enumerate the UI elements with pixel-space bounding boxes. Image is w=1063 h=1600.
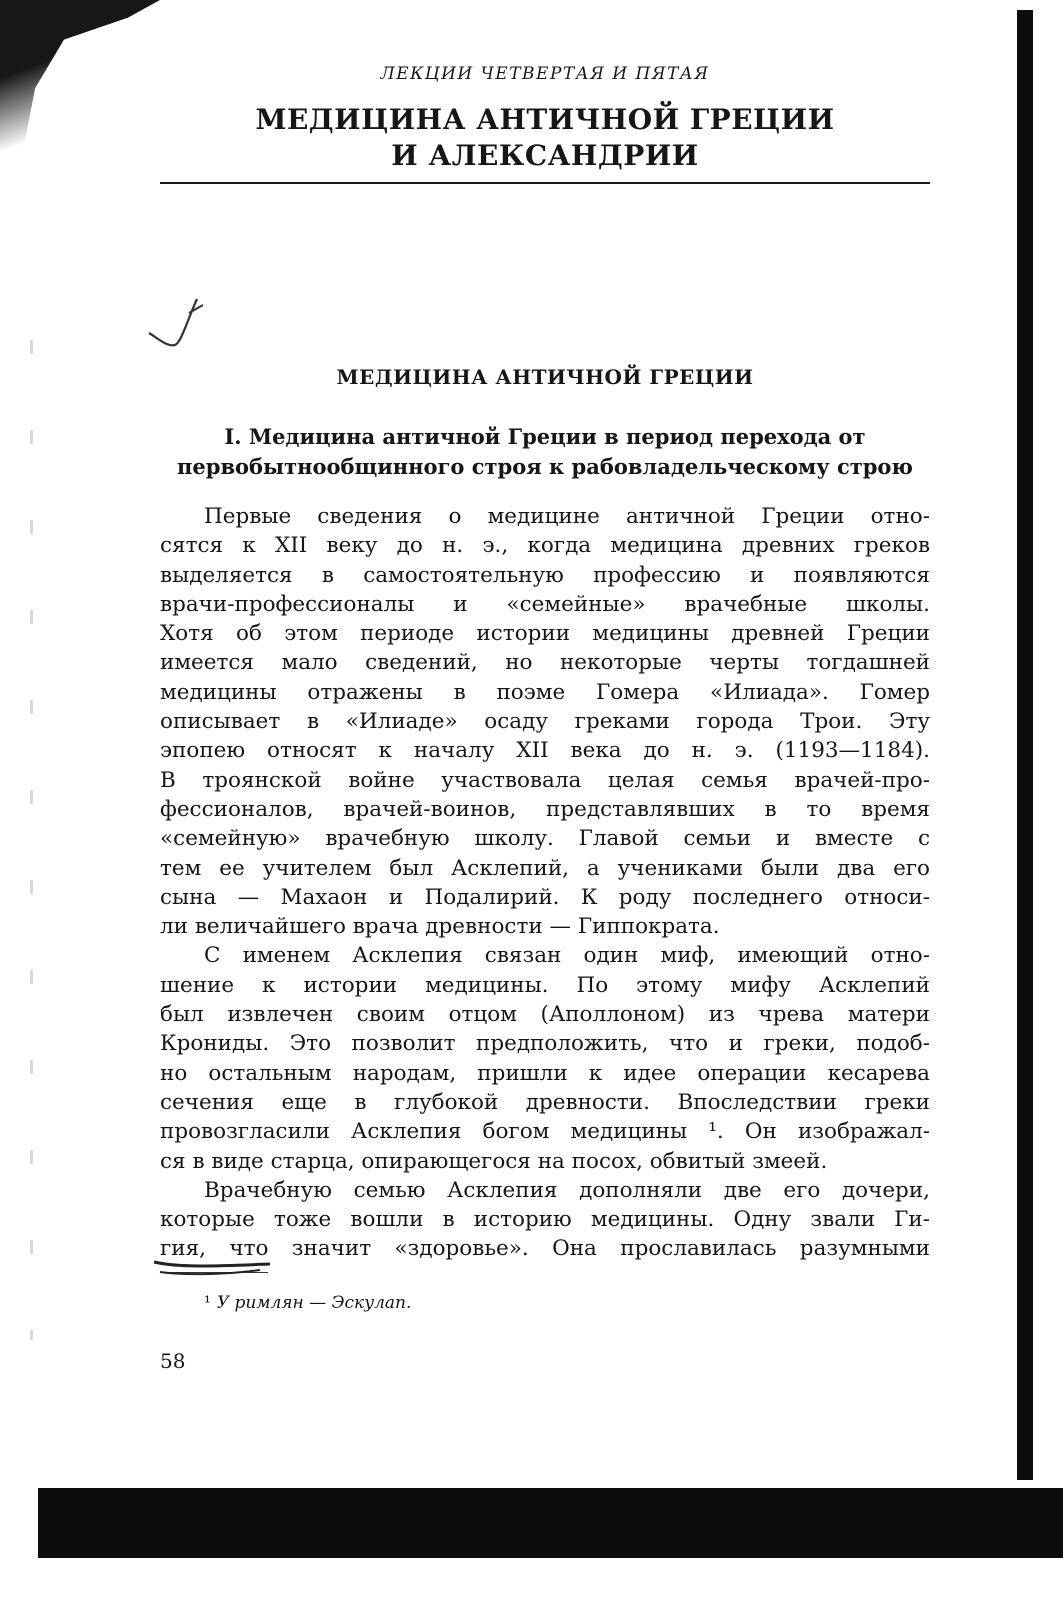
footnote-text: У римлян — Эскулап. <box>216 1292 412 1313</box>
chapter-title-line: И АЛЕКСАНДРИИ <box>391 139 699 172</box>
subsection-heading <box>160 422 930 482</box>
text-line: описывает в «Илиаде» осаду греками города Трои. Эту <box>160 709 930 735</box>
text-line: врачи-профессионалы и «семейные» врачебные школы. <box>160 591 930 617</box>
chapter-title <box>160 102 930 174</box>
text-line: имеется мало сведений, но некоторые черты тогдашней <box>160 650 930 676</box>
text-line: фессионалов, врачей-воинов, представлявших в то время <box>160 796 930 822</box>
text-line: Крониды. Это позволит предположить, что и греки, подоб- <box>160 1031 930 1057</box>
paragraph <box>160 502 930 941</box>
handwritten-underline-mark <box>150 1240 290 1280</box>
scan-specks-left-margin <box>30 340 33 1340</box>
text-line: В троянской войне участвовала целая семья врачей-про- <box>160 767 930 793</box>
scan-shadow-bottom-edge <box>38 1488 1063 1558</box>
text-line: Хотя об этом периоде истории медицины древней Греции <box>160 621 930 647</box>
text-line: гия, что значит «здоровье». Она прославилась разумными <box>160 1236 930 1262</box>
text-line: медицины отражены в поэме Гомера «Илиада». Гомер <box>160 679 930 705</box>
text-line: шение к истории медицины. По этому мифу Асклепий <box>160 972 930 998</box>
paragraph <box>160 941 930 1175</box>
subsection-heading-line: I. Медицина античной Греции в период перехода от <box>224 424 866 449</box>
text-line: выделяется в самостоятельную профессию и появляются <box>160 562 930 588</box>
text-line: «семейную» врачебную школу. Главой семьи и вместе с <box>160 826 930 852</box>
footnote <box>160 1291 930 1315</box>
text-line: был извлечен своим отцом (Аполлоном) из чрева матери <box>160 1002 930 1028</box>
text-line: которые тоже вошли в историю медицины. Одну звали Ги- <box>160 1207 930 1233</box>
subsection-heading-line: первобытнообщинного строя к рабовладельческому строю <box>177 454 913 479</box>
section-heading: МЕДИЦИНА АНТИЧНОЙ ГРЕЦИИ <box>336 365 754 389</box>
text-line: Первые сведения о медицине античной Греции отно- <box>204 504 930 529</box>
text-line: сына — Махаон и Подалирий. К роду последнего относи- <box>160 884 930 910</box>
title-divider <box>160 182 930 184</box>
body-text <box>160 502 930 1264</box>
text-line: сятся к XII веку до н. э., когда медицина древних греков <box>160 533 930 559</box>
text-line: сечения еще в глубокой древности. Впоследствии греки <box>160 1089 930 1115</box>
chapter-title-line: МЕДИЦИНА АНТИЧНОЙ ГРЕЦИИ <box>255 103 835 136</box>
text-line: тем ее учителем был Асклепий, а учениками были два его <box>160 855 930 881</box>
text-line: Врачебную семью Асклепия дополняли две его дочери, <box>204 1177 930 1203</box>
text-line: ся в виде старца, опирающегося на посох, обвитый змеей. <box>160 1148 828 1174</box>
footnote-mark: ¹ <box>204 1292 211 1313</box>
running-head: ЛЕКЦИИ ЧЕТВЕРТАЯ И ПЯТАЯ <box>380 64 710 84</box>
book-page <box>160 60 930 1315</box>
page-number: 58 <box>160 1349 186 1373</box>
text-line: эпопею относят к началу XII века до н. э. (1193—1184). <box>160 738 930 764</box>
text-line: но остальным народам, пришли к идее операции кесарева <box>160 1060 930 1086</box>
text-line: С именем Асклепия связан один миф, имеющий отно- <box>204 943 930 969</box>
text-line: ли величайшего врача древности — Гиппократа. <box>160 914 720 940</box>
scan-shadow-right-edge <box>1017 10 1033 1480</box>
text-line: провозгласили Асклепия богом медицины ¹. Он изображал- <box>160 1119 930 1145</box>
scan-shadow-corner <box>0 0 160 220</box>
